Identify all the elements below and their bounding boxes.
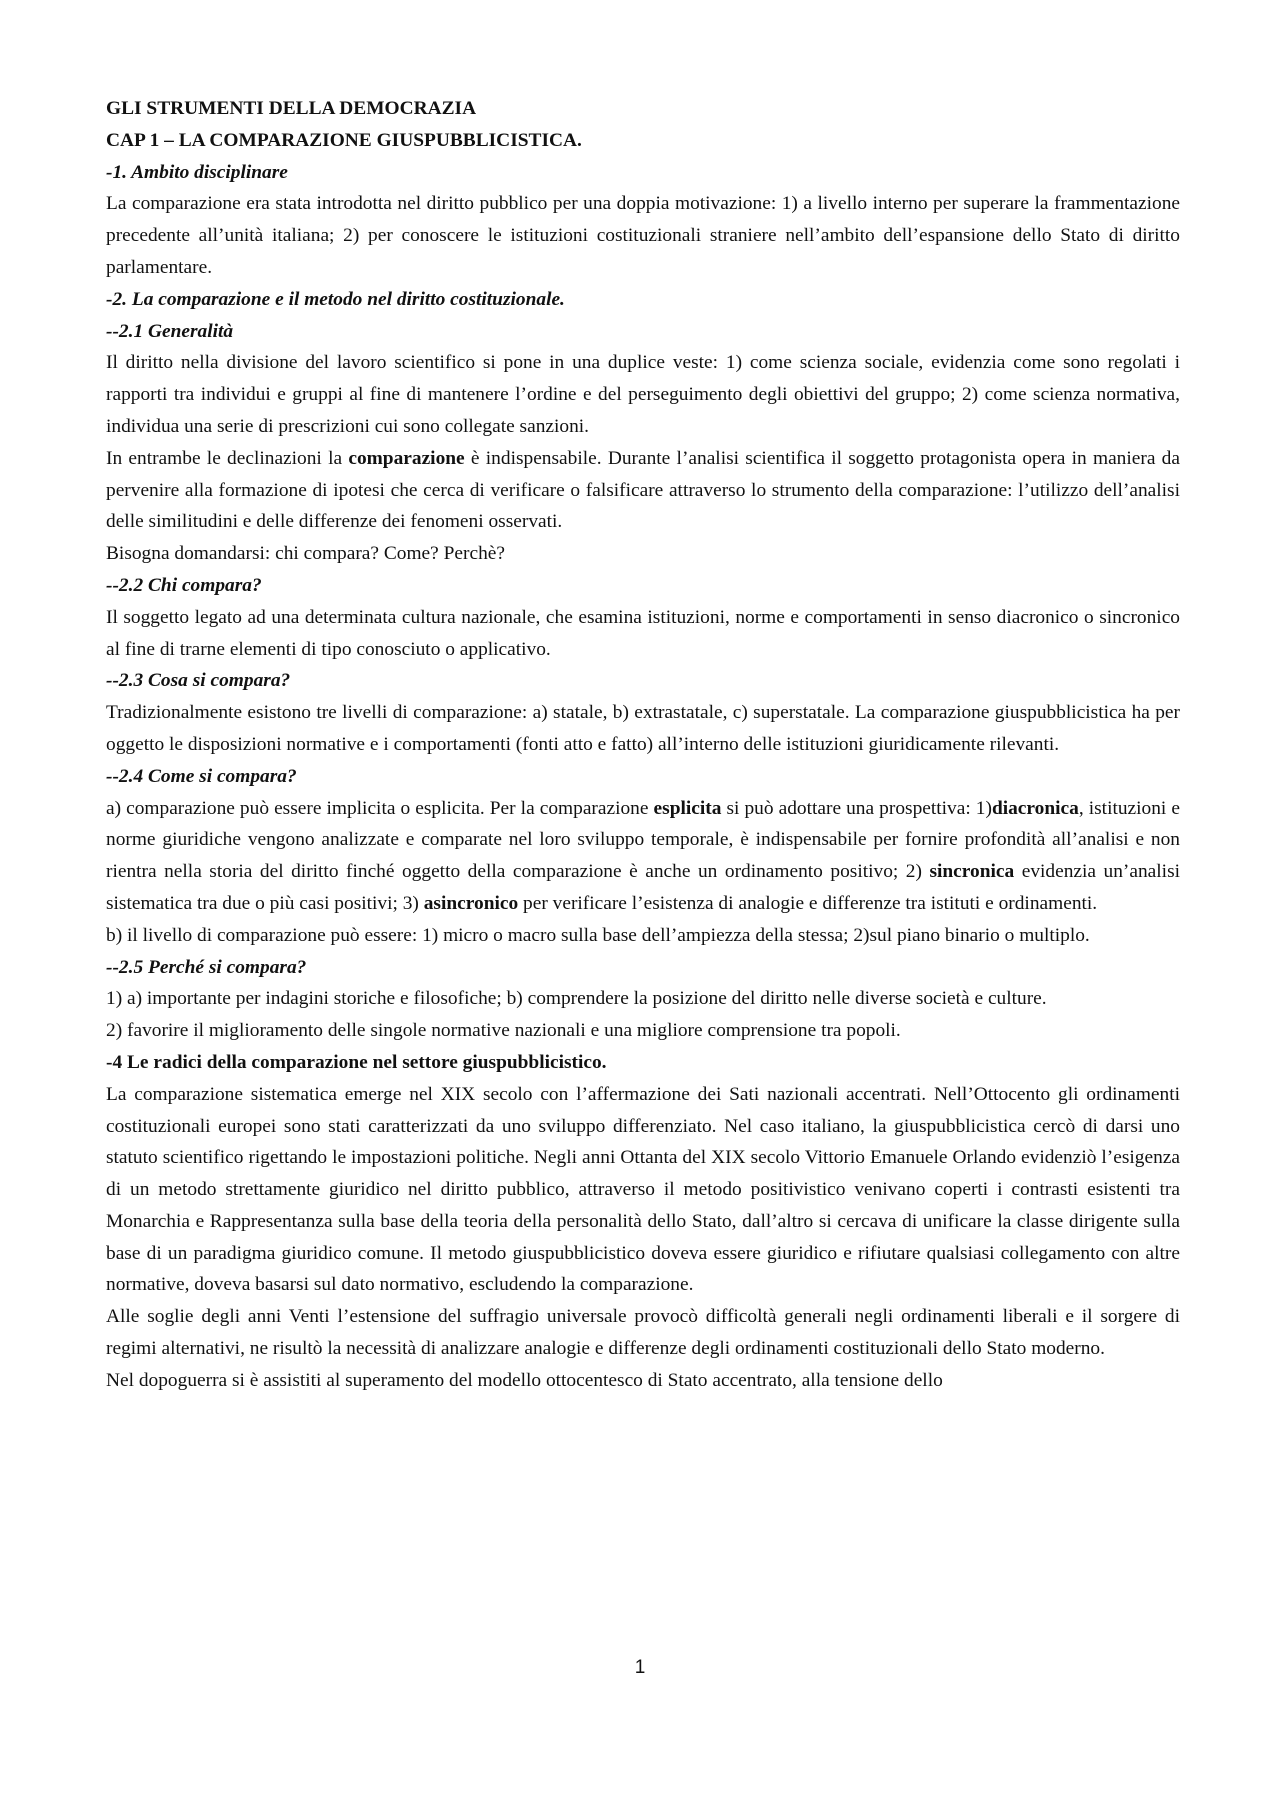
text-run: a) comparazione può essere implicita o esplicita. Per la comparazione — [106, 797, 654, 819]
subsection-heading: --2.2 Chi compara? — [106, 574, 262, 596]
paragraph: Nel dopoguerra si è assistiti al superamento del modello ottocentesco di Stato accentrato, alla tensione dello — [106, 1369, 943, 1391]
text-run: per verificare l’esistenza di analogie e differenze tra istituti e ordinamenti. — [518, 892, 1098, 914]
paragraph: Il soggetto legato ad una determinata cultura nazionale, che esamina istituzioni, norme e comportamenti in senso diacronico o sincronico al fine di trarne elementi di tipo conosciuto o applicativo. — [106, 606, 1180, 660]
text-run: In entrambe le declinazioni la — [106, 447, 349, 469]
bold-term: diacronica — [991, 797, 1079, 819]
subsection-heading: --2.1 Generalità — [106, 320, 234, 342]
paragraph: b) il livello di comparazione può essere: 1) micro o macro sulla base dell’ampiezza della stessa; 2)sul piano binario o multiplo. — [106, 924, 1090, 946]
section-heading: -4 Le radici della comparazione nel settore giuspubblicistico. — [106, 1051, 607, 1073]
paragraph: La comparazione era stata introdotta nel diritto pubblico per una doppia motivazione: 1) a livello interno per superare la frammentazione precedente all’unità italiana; 2) per conoscere le istituzioni costituzionali straniere nell’ambito dell’espansione dello Stato di diritto parlamentare. — [106, 193, 1180, 278]
bold-term: comparazione — [348, 447, 465, 469]
chapter-title: CAP 1 – LA COMPARAZIONE GIUSPUBBLICISTICA. — [106, 129, 582, 151]
bold-term: asincronico — [423, 892, 519, 914]
paragraph: Alle soglie degli anni Venti l’estensione del suffragio universale provocò difficoltà generali negli ordinamenti liberali e il sorgere di regimi alternativi, ne risultò la necessità di analizzare analogie e differenze degli ordinamenti costituzionali dello Stato moderno. — [106, 1306, 1180, 1360]
bold-term: esplicita — [653, 797, 722, 819]
paragraph: 1) a) importante per indagini storiche e filosofiche; b) comprendere la posizione del diritto nelle diverse società e culture. — [106, 988, 1047, 1010]
subsection-heading: --2.5 Perché si compara? — [106, 956, 307, 978]
text-run: è indispensabile. Durante l’analisi scientifica il soggetto protagonista opera in maniera da pervenire alla formazione di ipotesi che cerca di verificare o falsificare attraverso lo strumento della comparazione: l’utilizzo dell’analisi delle similitudini e delle differenze dei fenomeni osservati. — [106, 447, 1180, 533]
paragraph: Bisogna domandarsi: chi compara? Come? Perchè? — [106, 543, 505, 565]
document-title: GLI STRUMENTI DELLA DEMOCRAZIA — [106, 98, 477, 119]
paragraph: La comparazione sistematica emerge nel XIX secolo con l’affermazione dei Sati nazionali accentrati. Nell’Ottocento gli ordinamenti costituzionali europei sono stati caratterizzati da uno sviluppo differenziato. Nel caso italiano, la giuspubblicistica cercò di darsi uno statuto scientifico rigettando le impostazioni politiche. Negli anni Ottanta del XIX secolo Vittorio Emanuele Orlando evidenziò l’esigenza di un metodo strettamente giuridico nel diritto pubblico, attraverso il metodo positivistico venivano coperti i contrasti esistenti tra Monarchia e Rappresentanza sulla base della teoria della personalità dello Stato, dall’altro si cercava di unificare la classe dirigente sulla base di un paradigma giuridico comune. Il metodo giuspubblicistico doveva essere giuridico e rifiutare qualsiasi collegamento con altre normative, doveva basarsi sul dato normativo, escludendo la comparazione. — [106, 1083, 1180, 1296]
paragraph: Tradizionalmente esistono tre livelli di comparazione: a) statale, b) extrastatale, c) superstatale. La comparazione giuspubblicistica ha per oggetto le disposizioni normative e i comportamenti (fonti atto e fatto) all’interno delle istituzioni giuridicamente rilevanti. — [106, 702, 1180, 755]
text-run: si può adottare una prospettiva: 1) — [721, 797, 992, 819]
text-run: , istituzioni e norme giuridiche vengono analizzate e comparate nel loro sviluppo temporale, è indispensabile per fornire profondità all’analisi e non rientra nella storia del diritto finché oggetto della comparazione è anche un ordinamento positivo; 2) — [106, 797, 1180, 883]
bold-term: sincronica — [929, 861, 1015, 883]
page-number: 1 — [634, 1657, 646, 1678]
paragraph — [106, 443, 1180, 538]
section-heading: -2. La comparazione e il metodo nel diritto costituzionale. — [106, 288, 565, 310]
subsection-heading: --2.3 Cosa si compara? — [106, 670, 291, 692]
paragraph: 2) favorire il miglioramento delle singole normative nazionali e una migliore comprensione tra popoli. — [106, 1020, 901, 1042]
paragraph — [106, 793, 1180, 920]
paragraph: Il diritto nella divisione del lavoro scientifico si pone in una duplice veste: 1) come scienza sociale, evidenzia come sono regolati i rapporti tra individui e gruppi al fine di mantenere l’ordine e del perseguimento degli obiettivi del gruppo; 2) come scienza normativa, individua una serie di prescrizioni cui sono collegate sanzioni. — [106, 352, 1180, 437]
document-body — [106, 93, 1180, 1397]
section-heading: -1. Ambito disciplinare — [106, 161, 288, 183]
text-run: evidenzia un’analisi sistematica tra due o più casi positivi; 3) — [106, 861, 1181, 914]
subsection-heading: --2.4 Come si compara? — [106, 765, 297, 787]
